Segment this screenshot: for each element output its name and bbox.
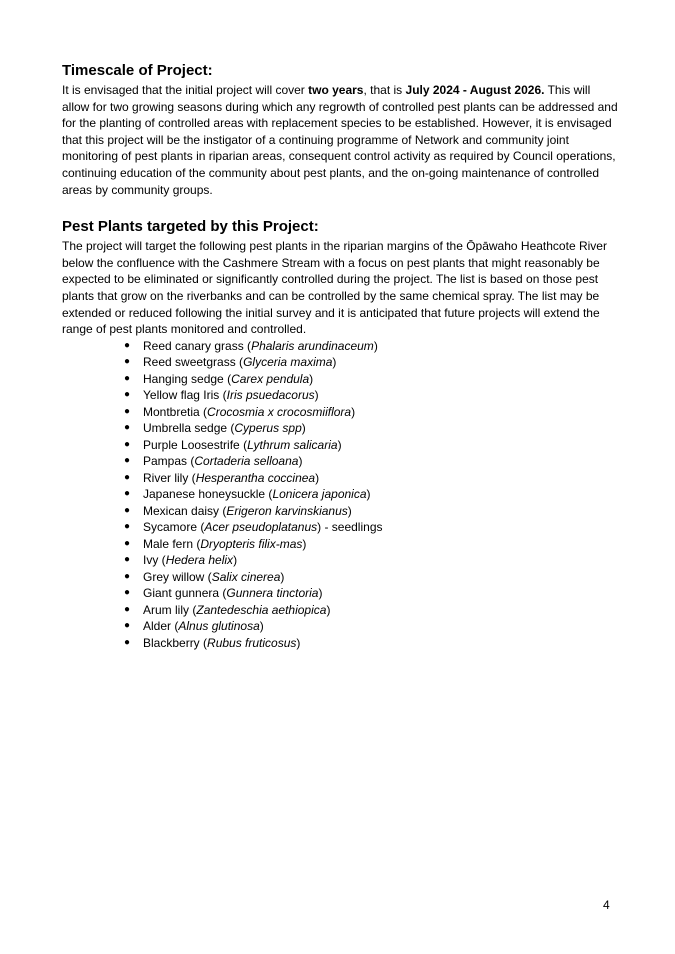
pest-common-name: Ivy [143,553,159,568]
pest-list-item: ● Arum lily (Zantedeschia aethiopica) [124,602,331,617]
pest-common-name: Japanese honeysuckle [143,487,266,502]
pest-plants-paragraph: The project will target the following pest plants in the riparian margins of the Ōpāwaho Heathcote River below the confluence with the Cashmere Stream with a focus on pest plants that might reasonably be expected to be eliminated or significantly controlled during the project. The list is based on those pest plants that grow on the riverbanks and can be controlled by the same chemical spray. The list may be extended or reduced following the initial survey and it is anticipated that future projects will extend the range of pest plants monitored and controlled. [62,239,607,337]
pest-list-item: ● Reed canary grass (Phalaris arundinaceum) [124,338,378,353]
bullet-icon: ● [124,620,131,632]
pest-common-name: Sycamore [143,520,198,535]
pest-latin-name: Lonicera japonica [272,487,367,502]
timescale-heading: Timescale of Project: [62,62,213,79]
pest-latin-name: Carex pendula [231,371,310,386]
pest-list-item: ● Ivy (Hedera helix) [124,553,238,568]
pest-list-item: ● Montbretia (Crocosmia x crocosmiiflora) [124,404,356,419]
document-page [62,62,618,651]
pest-latin-name: Cyperus spp [234,421,302,436]
bullet-icon: ● [124,504,131,516]
pest-plant-list [62,338,618,652]
pest-common-name: Yellow flag Iris [143,388,220,403]
bullet-icon: ● [124,537,131,549]
pest-common-name: Purple Loosestrife [143,437,240,452]
bullet-icon: ● [124,405,131,417]
pest-common-name: Reed sweetgrass [143,355,236,370]
pest-common-name: Mexican daisy [143,503,220,518]
bullet-icon: ● [124,372,131,384]
bullet-icon: ● [124,587,131,599]
pest-latin-name: Gunnera tinctoria [226,586,319,601]
pest-latin-name: Erigeron karvinskianus [226,503,348,518]
bullet-icon: ● [124,603,131,615]
pest-latin-name: Alnus glutinosa [178,619,260,634]
pest-latin-name: Hedera helix [165,553,234,568]
bullet-icon: ● [124,521,131,533]
pest-latin-name: Dryopteris filix-mas [200,536,303,551]
pest-common-name: Pampas [143,454,188,469]
pest-list-item: ● Male fern (Dryopteris filix-mas) [124,536,307,551]
timescale-paragraph [62,82,618,198]
bullet-icon: ● [124,356,131,368]
pest-list-item: ● Mexican daisy (Erigeron karvinskianus) [124,503,352,518]
pest-common-name: Blackberry [143,635,200,650]
pest-list-item: ● Giant gunnera (Gunnera tinctoria) [124,586,323,601]
pest-list-item: ● Pampas (Cortaderia selloana) [124,454,303,469]
pest-common-name: Grey willow [143,569,205,584]
pest-list-item: ● Grey willow (Salix cinerea) [124,569,285,584]
bullet-icon: ● [124,422,131,434]
pest-list-item: ● Alder (Alnus glutinosa) [124,619,264,634]
pest-note: - seedlings [321,520,383,535]
pest-list-item: ● Purple Loosestrife (Lythrum salicaria) [124,437,342,452]
timescale-text-b: , that is [363,83,406,97]
pest-common-name: Arum lily [143,602,190,617]
pest-plants-heading: Pest Plants targeted by this Project: [62,218,319,236]
pest-latin-name: Iris psuedacorus [226,388,315,403]
pest-list-item: ● Umbrella sedge (Cyperus spp) [124,421,306,436]
pest-common-name: Giant gunnera [143,586,220,601]
pest-latin-name: Cortaderia selloana [194,454,299,469]
pest-latin-name: Acer pseudoplatanus [204,520,318,535]
pest-latin-name: Salix cinerea [211,569,281,584]
pest-list-item: ● Sycamore (Acer pseudoplatanus) - seedlings [124,520,383,535]
pest-list-item: ● Japanese honeysuckle (Lonicera japonica) [124,487,371,502]
pest-common-name: Umbrella sedge [143,421,228,436]
timescale-duration: two years [308,83,364,97]
pest-common-name: Hanging sedge [143,371,224,386]
pest-latin-name: Rubus fruticosus [207,635,297,650]
pest-latin-name: Hesperantha coccinea [195,470,316,485]
page-number: 4 [603,898,610,912]
pest-common-name: Male fern [143,536,194,551]
bullet-icon: ● [124,389,131,401]
pest-latin-name: Lythrum salicaria [247,437,338,452]
pest-latin-name: Phalaris arundinaceum [251,338,374,353]
pest-list-item: ● Hanging sedge (Carex pendula) [124,371,314,386]
bullet-icon: ● [124,339,131,351]
pest-common-name: Montbretia [143,404,200,419]
bullet-icon: ● [124,471,131,483]
pest-common-name: River lily [143,470,189,485]
pest-list-item: ● Yellow flag Iris (Iris psuedacorus) [124,388,319,403]
pest-common-name: Reed canary grass [143,338,244,353]
timescale-text-a: It is envisaged that the initial project will cover [62,83,309,97]
bullet-icon: ● [124,455,131,467]
pest-list-item: ● Blackberry (Rubus fruticosus) [124,635,301,650]
timescale-text-c: This will allow for two growing seasons during which any regrowth of controlled pest plants can be addressed and for the planting of controlled areas with replacement species to be established. However, it is envisaged that this project will be the instigator of a continuing programme of Network and community joint monitoring of pest plants in riparian areas, consequent control activity as required by Council operations, continuing education of the community about pest plants, and the on-going maintenance of controlled areas by community groups. [62,83,618,197]
pest-list-item: ● Reed sweetgrass (Glyceria maxima) [124,355,337,370]
bullet-icon: ● [124,488,131,500]
bullet-icon: ● [124,570,131,582]
pest-latin-name: Glyceria maxima [243,355,333,370]
pest-list-item: ● River lily (Hesperantha coccinea) [124,470,320,485]
pest-latin-name: Crocosmia x crocosmiiflora [207,404,352,419]
pest-common-name: Alder [143,619,172,634]
bullet-icon: ● [124,636,131,648]
pest-latin-name: Zantedeschia aethiopica [196,602,327,617]
bullet-icon: ● [124,554,131,566]
bullet-icon: ● [124,438,131,450]
timescale-dates: July 2024 - August 2026. [405,83,545,97]
